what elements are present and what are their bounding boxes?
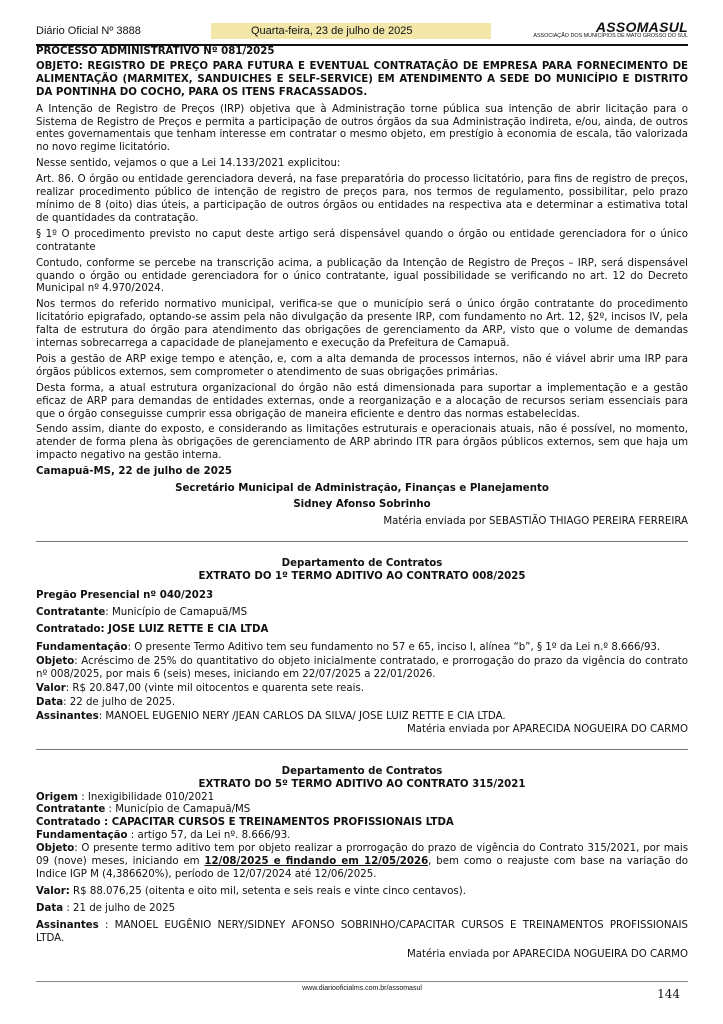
contratante-label: Contratante [36, 606, 106, 618]
paragraph: A Intenção de Registro de Preços (IRP) objetiva que à Administração torne pública sua intenção de abrir licitação para o Sistema de Registro de Preços e permita a participação de outros órgãos da sua Administração indireta, e/ou, ainda, de outros entes governamentais que tenham interesse em contratar o mesmo objeto, em prestígio à economia de escala, tão valorizada no novo regime licitatório. [36, 103, 688, 154]
origem-label: Origem [36, 791, 78, 803]
objeto-value-c: , bem como o reajuste com base na variação do Indice IGP M (4,386620%), período de 12/07/2024 até 12/06/2025. [36, 856, 689, 880]
extract-title: EXTRATO DO 5º TERMO ADITIVO AO CONTRATO 315/2021 [198, 778, 526, 790]
fundamentacao-label: Fundamentação [36, 642, 128, 654]
paragraph: Nos termos do referido normativo municipal, verifica-se que o município será o único órgão contratante do procedimento licitatório epigrafado, optando-se assim pela não divulgação da presente IRP, com fundamento no Art. 12, §2º, incisos IV, pela falta de estrutura do órgão para atendimento das obrigações de gerenciamento da ARP, visto que o volume de demandas internas sobrecarrega a capacidade de planejamento e execução da Prefeitura de Camapuã. [36, 299, 688, 350]
sent-by: Matéria enviada por APARECIDA NOGUEIRA DO CARMO [406, 949, 688, 961]
objeto-value-dates: 12/08/2025 e findando em 12/05/2026 [204, 856, 429, 868]
process-title: PROCESSO ADMINISTRATIVO Nº 081/2025 [36, 46, 275, 57]
paragraph: Nesse sentido, vejamos o que a Lei 14.133/2021 explicitou: [36, 158, 341, 170]
data-line [36, 697, 688, 710]
department-title: Departamento de Contratos [281, 557, 443, 569]
contratado-line [36, 817, 688, 830]
valor-value: : R$ 20.847,00 (vinte mil oitocentos e quarenta sete reais. [65, 683, 365, 695]
contratado-label: Contratado [36, 817, 101, 829]
assinantes-value: : MANOEL EUGENIO NERY /JEAN CARLOS DA SILVA/ JOSE LUIZ RETTE E CIA LTDA. [98, 710, 506, 722]
signer-office: Secretário Municipal de Administração, Finanças e Planejamento [175, 483, 549, 495]
fundamentacao-line [36, 642, 688, 655]
contratante-label: Contratante [36, 804, 106, 816]
place-date: Camapuã-MS, 22 de julho de 2025 [36, 466, 232, 478]
contratante-value: : Município de Camapuã/MS [105, 804, 251, 816]
contratante-value: : Município de Camapuã/MS [105, 606, 248, 618]
objeto-value-a: : O presente termo aditivo tem por objeto realizar a prorrogação do prazo de vigência do Contrato 315/2021, por mais 09 (nove) meses, iniciando em [36, 843, 688, 868]
sent-by: Matéria enviada por APARECIDA NOGUEIRA DO CARMO [406, 723, 688, 735]
contratado-line [36, 624, 688, 637]
assomasul-logo [533, 19, 688, 39]
contratante-line [36, 804, 688, 817]
valor-label: Valor [36, 683, 66, 695]
edition-number: Diário Oficial Nº 3888 [36, 25, 141, 37]
section-divider [36, 749, 688, 750]
sent-by: Matéria enviada por SEBASTIÃO THIAGO PEREIRA FERREIRA [383, 515, 688, 527]
pregao-number: Pregão Presencial nº 040/2023 [36, 589, 214, 601]
contratado-value: : JOSE LUIZ RETTE E CIA LTDA [100, 624, 269, 636]
valor-value: R$ 88.076,25 (oitenta e oito mil, setenta e seis reais e vinte cinco centavos). [69, 885, 466, 897]
fundamentacao-line [36, 830, 688, 843]
page-header [36, 19, 688, 46]
paragraph: Pois a gestão de ARP exige tempo e atenção, e, com a alta demanda de processos internos, não é viável abrir uma IRP para órgãos públicos externos, sem comprometer o atendimento de suas obrigações primárias. [36, 353, 688, 378]
signer-name: Sidney Afonso Sobrinho [293, 499, 431, 510]
fundamentacao-value: : O presente Termo Aditivo tem seu fundamento no 57 e 65, inciso I, alínea “b”, § 1º da Lei n.º 8.666/93. [127, 642, 661, 654]
origem-value: : Inexigibilidade 010/2021 [78, 791, 215, 803]
extract-title: EXTRATO DO 1º TERMO ADITIVO AO CONTRATO 008/2025 [198, 570, 526, 582]
department-title: Departamento de Contratos [281, 765, 443, 777]
fundamentacao-label: Fundamentação [36, 830, 128, 842]
page-footer [36, 981, 688, 1001]
objeto-label: Objeto [36, 656, 75, 668]
assinantes-line [36, 711, 688, 724]
assinantes-label: Assinantes [36, 919, 99, 931]
fundamentacao-value: : artigo 57, da Lei nº. 8.666/93. [127, 830, 291, 842]
page-number: 144 [657, 987, 680, 1001]
data-label: Data [36, 902, 64, 914]
assinantes-label: Assinantes [36, 710, 99, 722]
brand-subtitle: ASSOCIAÇÃO DOS MUNICÍPIOS DE MATO GROSSO DO SUL [533, 33, 688, 39]
paragraph: Sendo assim, diante do exposto, e considerando as limitações estruturais e operacionais atuais, não é possível, no momento, atender de forma plena às obrigações de gerenciamento de ARP abrindo ITR para órgãos públicos externos, sem que haja um impacto negativo na gestão interna. [36, 424, 688, 462]
origem-line [36, 792, 688, 805]
footer-url[interactable]: www.diariooficialms.com.br/assomasul [302, 985, 422, 992]
contract-extract-008 [36, 558, 688, 737]
brand-name: ASSOMASUL [595, 19, 688, 35]
process-notice [36, 46, 688, 529]
assinantes-line [36, 920, 688, 946]
valor-label: Valor: [36, 885, 70, 897]
paragraph: Contudo, conforme se percebe na transcrição acima, a publicação da Intenção de Registro de Preços – IRP, será dispensável quando o órgão ou entidade gerenciadora for o único contratante, igual possibilidade se verificando no art. 12 do Decreto Municipal nº 4.970/2024. [36, 257, 688, 295]
process-object: OBJETO: REGISTRO DE PREÇO PARA FUTURA E EVENTUAL CONTRATAÇÃO DE EMPRESA PARA FORNECIMENTO DE ALIMENTAÇÃO (MARMITEX, SANDUICHES E SELF-SERVICE) EM ATENDIMENTO A SEDE DO MUNICÍPIO E DISTRITO DA PONTINHA DO COCHO, PARA OS ITENS FRACASSADOS. [36, 60, 688, 98]
section-divider [36, 541, 688, 542]
valor-line [36, 683, 688, 696]
data-value: : 22 de julho de 2025. [63, 696, 176, 708]
contratante-line [36, 607, 688, 620]
edition-date: Quarta-feira, 23 de julho de 2025 [251, 25, 413, 37]
data-value: : 21 de julho de 2025 [63, 902, 176, 914]
contract-extract-315 [36, 766, 688, 963]
objeto-value: : Acréscimo de 25% do quantitativo do objeto inicialmente contratado, e prorrogação do prazo da vigência do contrato nº 008/2025, por mais 6 (seis) meses, iniciando em 22/07/2025 a 22/01/2026. [36, 656, 688, 681]
objeto-line [36, 656, 688, 682]
assinantes-value: : MANOEL EUGÊNIO NERY/SIDNEY AFONSO SOBRINHO/CAPACITAR CURSOS E TREINAMENTOS PROFISSIONAIS LTDA. [36, 919, 688, 944]
valor-line [36, 886, 688, 899]
data-line [36, 903, 688, 916]
paragraph: § 1º O procedimento previsto no caput deste artigo será dispensável quando o órgão ou entidade gerenciadora for o único contratante [36, 228, 688, 253]
paragraph: Art. 86. O órgão ou entidade gerenciadora deverá, na fase preparatória do processo licitatório, para fins de registro de preços, realizar procedimento público de intenção de registro de preços para, nos termos de regulamento, possibilitar, pelo prazo mínimo de 8 (oito) dias úteis, a participação de outros órgãos ou entidades na respectiva ata e determinar a estimativa total de quantidades da contratação. [36, 174, 688, 224]
paragraph: Desta forma, a atual estrutura organizacional do órgão não está dimensionada para suportar a implementação e a gestão eficaz de ARP para demandas de entidades externas, onde a reorganização e a alocação de recursos seriam essenciais para que o órgão conseguisse cumprir essa obrigação de maneira eficiente e dentro das normas estabelecidas. [36, 382, 688, 420]
data-label: Data [36, 696, 64, 708]
objeto-line [36, 843, 688, 882]
objeto-label: Objeto [36, 843, 75, 855]
page-content [36, 46, 688, 962]
contratado-label: Contratado [36, 624, 101, 636]
contratado-value: : CAPACITAR CURSOS E TREINAMENTOS PROFISSIONAIS LTDA [100, 817, 454, 829]
